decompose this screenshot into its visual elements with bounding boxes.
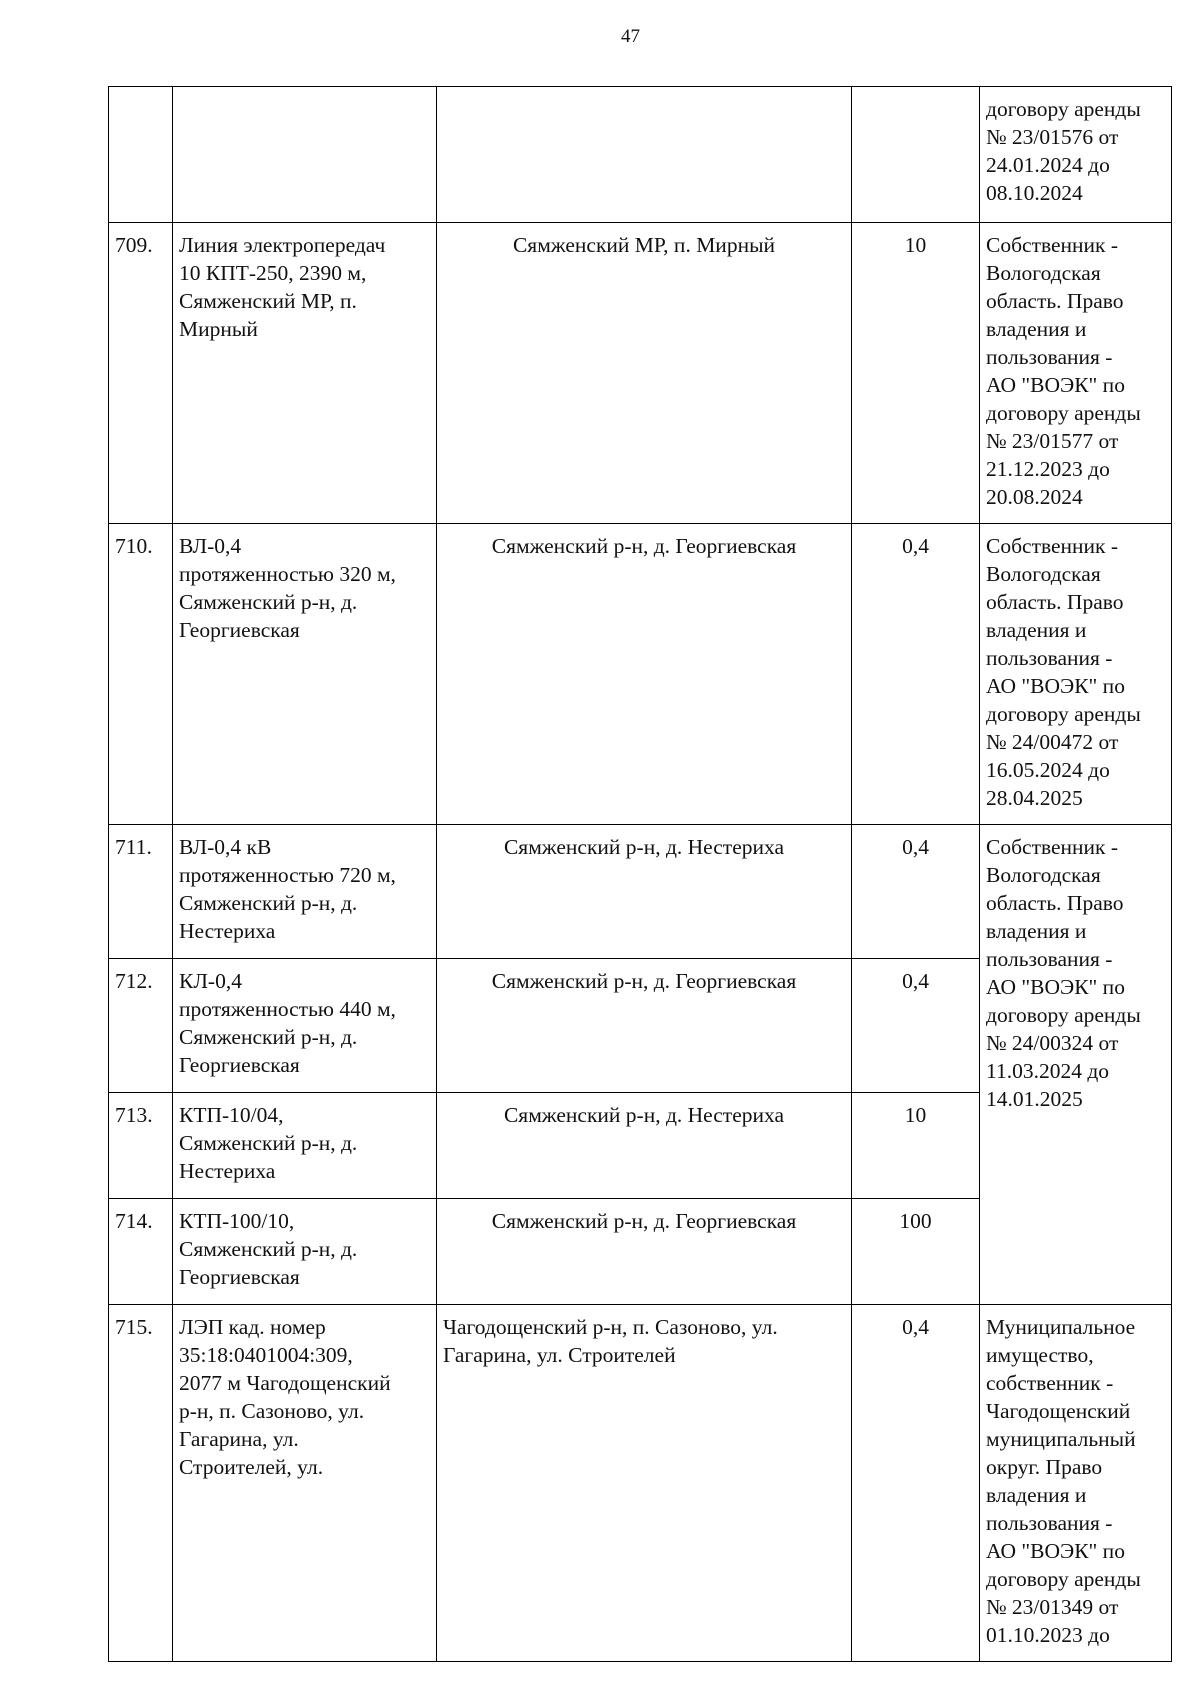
table-row [109,87,1172,223]
ownership-rights: Собственник - Вологодская область. Право владения и пользования - АО "ВОЭК" по договору аренды № 24/00324 от 11.03.2024 до 14.01.2025 [980,825,1172,1305]
voltage-value [852,87,980,223]
object-name: ВЛ-0,4 кВ протяженностью 720 м, Сямженский р-н, д. Нестериха [173,825,437,959]
object-name: КТП-10/04, Сямженский р-н, д. Нестериха [173,1093,437,1199]
ownership-rights: Муниципальное имущество, собственник - Чагодощенский муниципальный округ. Право владения и пользования - АО "ВОЭК" по договору аренды № 23/01349 от 01.10.2023 до [980,1305,1172,1662]
row-number: 709. [109,223,173,524]
object-name: КЛ-0,4 протяженностью 440 м, Сямженский р-н, д. Георгиевская [173,959,437,1093]
object-name: КТП-100/10, Сямженский р-н, д. Георгиевская [173,1199,437,1305]
object-address [437,87,852,223]
object-address: Сямженский р-н, д. Георгиевская [437,1199,852,1305]
voltage-value: 10 [852,223,980,524]
registry-table [108,86,1172,1662]
table-row [109,524,1172,825]
voltage-value: 100 [852,1199,980,1305]
object-name: Линия электропередач 10 КПТ-250, 2390 м, Сямженский МР, п. Мирный [173,223,437,524]
table-row [109,223,1172,524]
voltage-value: 0,4 [852,1305,980,1662]
row-number: 711. [109,825,173,959]
row-number: 714. [109,1199,173,1305]
object-address: Сямженский р-н, д. Георгиевская [437,959,852,1093]
ownership-rights: Собственник - Вологодская область. Право владения и пользования - АО "ВОЭК" по договору аренды № 23/01577 от 21.12.2023 до 20.08.2024 [980,223,1172,524]
table-row [109,825,1172,959]
object-name [173,87,437,223]
row-number [109,87,173,223]
voltage-value: 0,4 [852,959,980,1093]
voltage-value: 0,4 [852,524,980,825]
object-address: Сямженский р-н, д. Нестериха [437,1093,852,1199]
object-address: Сямженский р-н, д. Георгиевская [437,524,852,825]
object-address: Чагодощенский р-н, п. Сазоново, ул. Гагарина, ул. Строителей [437,1305,852,1662]
object-name: ЛЭП кад. номер 35:18:0401004:309, 2077 м Чагодощенский р-н, п. Сазоново, ул. Гагарина, ул. Строителей, ул. [173,1305,437,1662]
object-address: Сямженский р-н, д. Нестериха [437,825,852,959]
voltage-value: 0,4 [852,825,980,959]
ownership-rights: договору аренды № 23/01576 от 24.01.2024 до 08.10.2024 [980,87,1172,223]
ownership-rights: Собственник - Вологодская область. Право владения и пользования - АО "ВОЭК" по договору аренды № 24/00472 от 16.05.2024 до 28.04.2025 [980,524,1172,825]
voltage-value: 10 [852,1093,980,1199]
row-number: 713. [109,1093,173,1199]
table-row [109,1305,1172,1662]
page-number: 47 [621,26,640,47]
row-number: 712. [109,959,173,1093]
object-address: Сямженский МР, п. Мирный [437,223,852,524]
row-number: 710. [109,524,173,825]
object-name: ВЛ-0,4 протяженностью 320 м, Сямженский р-н, д. Георгиевская [173,524,437,825]
row-number: 715. [109,1305,173,1662]
